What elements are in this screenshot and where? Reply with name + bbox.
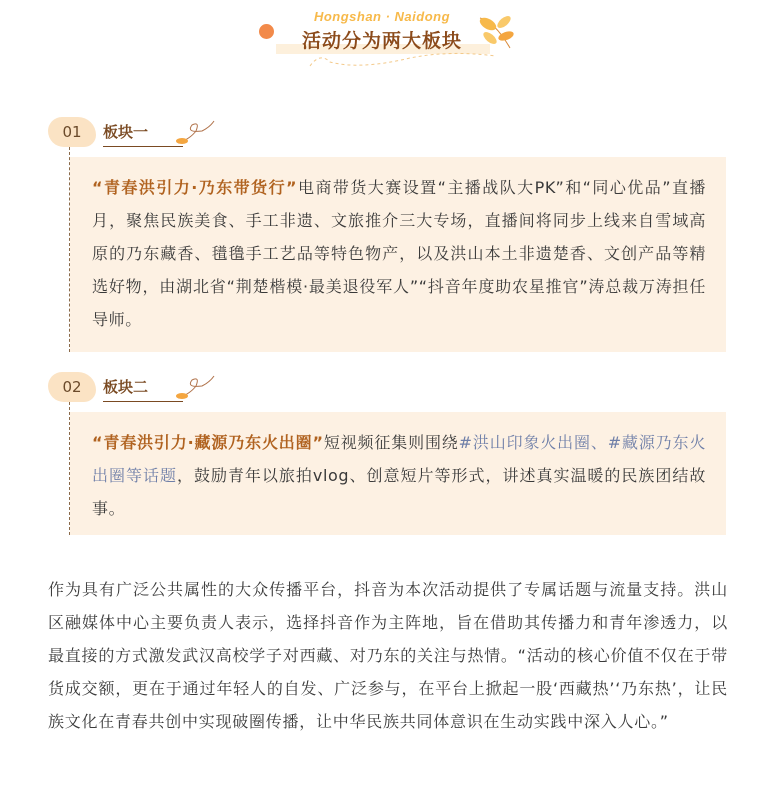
section-1-text: 电商带货大赛设置“主播战队大PK”和“同心优品”直播月，聚焦民族美食、手工非遗、文旅推介三大专场，直播间将同步上线来自雪域高原的乃东藏香、氆氇手工艺品等特色物产，以及洪山本土非遗楚香、文创产品等精选好物，由湖北省“荆楚楷模·最美退役军人”“抖音年度助农星推官”涛总裁万涛担任导师。 <box>92 178 706 329</box>
leaf-swirl-icon <box>176 374 216 400</box>
section-header-banner <box>0 0 764 80</box>
dashed-swirl-decoration <box>300 48 500 70</box>
section-number-badge: 01 <box>48 117 96 147</box>
section-number-badge: 02 <box>48 372 96 402</box>
section-title: 板块二 <box>103 376 183 402</box>
section-2-content-box <box>70 412 726 535</box>
section-title: 板块一 <box>103 121 183 147</box>
section-1-content-box <box>70 157 726 352</box>
body-paragraph: 作为具有广泛公共属性的大众传播平台，抖音为本次活动提供了专属话题与流量支持。洪山区融媒体中心主要负责人表示，选择抖音作为主阵地，旨在借助其传播力和青年渗透力，以最直接的方式激发武汉高校学子对西藏、对乃东的关注与热情。“活动的核心价值不仅在于带货成交额，更在于通过年轻人的自发、广泛参与，在平台上掀起一股‘西藏热’‘乃东热’，让民族文化在青春共创中实现破圈传播，让中华民族共同体意识在生动实践中深入人心。” <box>48 580 728 731</box>
section-2-text-end: ，鼓励青年以旅拍vlog、创意短片等形式，讲述真实温暖的民族团结故事。 <box>92 466 706 518</box>
leaf-swirl-icon <box>176 119 216 145</box>
autumn-leaf-icon <box>470 10 520 52</box>
campaign-name-highlight: “青春洪引力·藏源乃东火出圈” <box>92 433 324 452</box>
hashtag-topics[interactable]: #洪山印象火出圈、#藏源乃东火出圈等话题 <box>92 433 706 485</box>
section-2-text: 短视频征集则围绕 <box>323 433 459 452</box>
header-title: 活动分为两大板块 <box>301 30 462 52</box>
campaign-name-highlight: “青春洪引力·乃东带货行” <box>92 178 298 197</box>
header-subtitle: Hongshan · Naidong <box>313 9 451 24</box>
